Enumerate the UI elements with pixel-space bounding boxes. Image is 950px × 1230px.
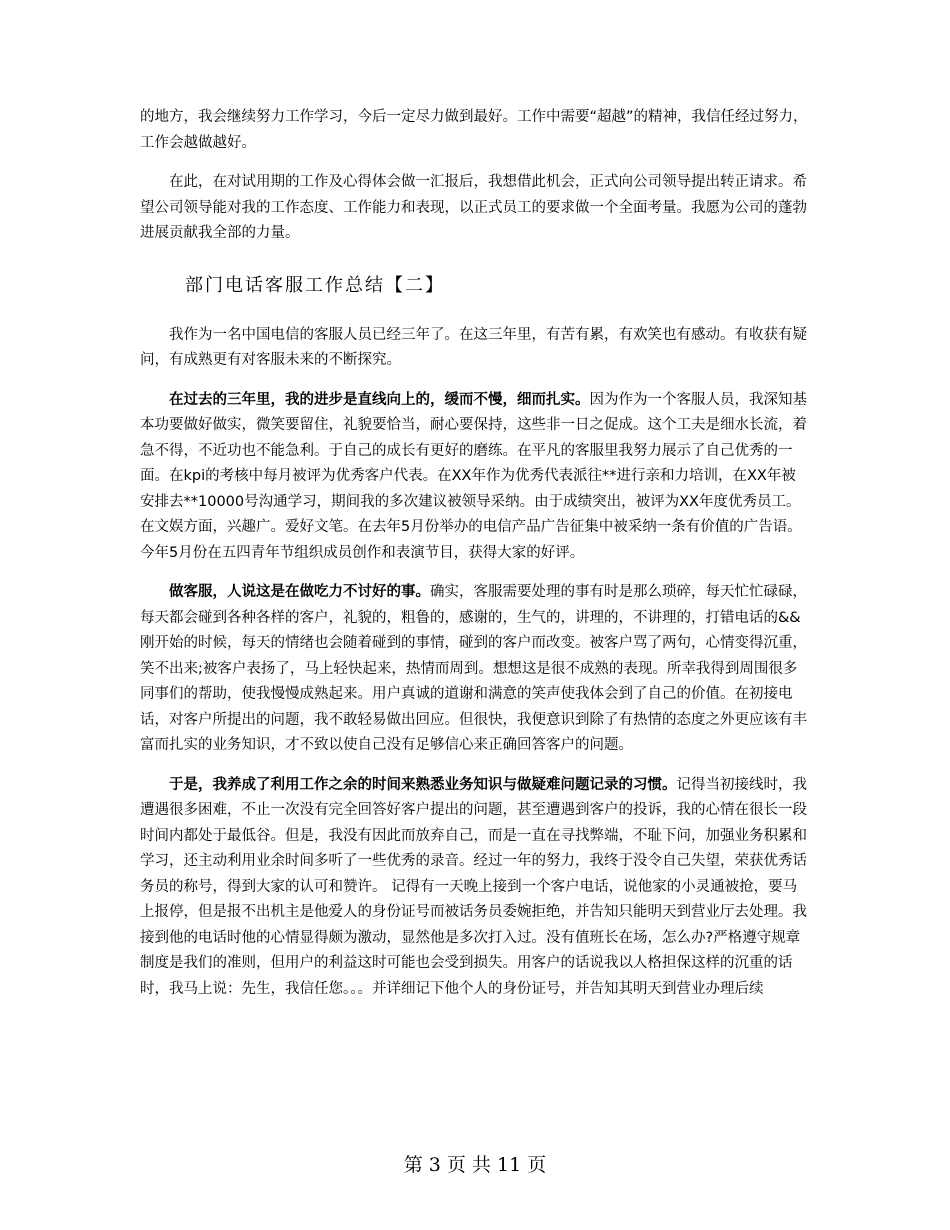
paragraph-3-lead: 做客服，人说这是在做吃力不讨好的事。 bbox=[169, 584, 430, 600]
section-title: 部门电话客服工作总结【二】 bbox=[185, 274, 445, 296]
document-body bbox=[140, 105, 810, 1002]
paragraph-1-text: 我作为一名中国电信的客服人员已经三年了。在这三年里，有苦有累，有欢笑也有感动。有收获有疑问，有成熟更有对客服未来的不断探究。 bbox=[140, 326, 807, 368]
intro-paragraph-1: 的地方，我会继续努力工作学习，今后一定尽力做到最好。工作中需要“超越”的精神，我信任经过努力，工作会越做越好。 bbox=[140, 109, 808, 151]
paragraph-4-lead: 于是，我养成了利用工作之余的时间来熟悉业务知识与做疑难问题记录的习惯。 bbox=[169, 776, 677, 793]
paragraph-1 bbox=[140, 323, 810, 374]
intro-paragraph-2: 在此，在对试用期的工作及心得体会做一汇报后，我想借此机会，正式向公司领导提出转正请求。希望公司领导能对我的工作态度、工作能力和表现，以正式员工的要求做一个全面考量。我愿为公司的蓬勃进展贡献我全部的力量。 bbox=[140, 174, 807, 241]
paragraph-2-lead: 在过去的三年里，我的进步是直线向上的，缓而不慢，细而扎实。 bbox=[169, 391, 590, 408]
paragraph-3 bbox=[140, 580, 810, 759]
paragraph-2-text: 因为作为一个客服人员，我深知基本功要做好做实，微笑要留住，礼貌要恰当，耐心要保持，这些非一日之促成。这个工夫是细水长流，着急不得，不近功也不能急利。于自己的成长有更好的磨练。在平凡的客服里我努力展示了自己优秀的一面。在kpi的考核中每月被评为优秀客户代表。在XX年作为优秀代表派往**进行亲和力培训，在XX年被安排去**10000号沟通学习，期间我的多次建议被领导采纳。由于成绩突出，被评为XX年度优秀员工。在文娱方面，兴趣广。爱好文笔。在去年5月份举办的电信产品广告征集中被采纳一条有价值的广告语。今年5月份在五四青年节组织成员创作和表演节目，获得大家的好评。 bbox=[140, 391, 807, 561]
paragraph-3-text: 确实，客服需要处理的事有时是那么琐碎，每天忙忙碌碌，每天都会碰到各种各样的客户，礼貌的，粗鲁的，感谢的，生气的，讲理的，不讲理的，打错电话的&&刚开始的时候，每天的情绪也会随着碰到的事情，碰到的客户而改变。被客户骂了两句，心情变得沉重，笑不出来;被客户表扬了，马上轻快起来，热情而周到。想想这是很不成熟的表现。所幸我得到周围很多同事们的帮助，使我慢慢成熟起来。用户真诚的道谢和满意的笑声使我体会到了自己的价值。在初接电话，对客户所提出的问题，我不敢轻易做出回应。但很快，我便意识到除了有热情的态度之外更应该有丰富而扎实的业务知识，才不致以使自己没有足够信心来正确回答客户的问题。 bbox=[140, 584, 807, 753]
paragraph-2 bbox=[140, 388, 810, 567]
paragraph-4-text: 记得当初接线时，我遭遇很多困难，不止一次没有完全回答好客户提出的问题，甚至遭遇到客户的投诉，我的心情在很长一段时间内都处于最低谷。但是，我没有因此而放弃自己，而是一直在寻找弊端，不耻下问，加强业务积累和学习，还主动利用业余时间多听了一些优秀的录音。经过一年的努力，我终于没令自己失望，荣获优秀话务员的称号，得到大家的认可和赞许。 记得有一天晚上接到一个客户电话，说他家的小灵通被抢，要马上报停，但是报不出机主是他爱人的身份证号而被话务员委婉拒绝，并告知只能明天到营业厅去处理。我接到他的电话时他的心情显得颇为激动，显然他是多次打入过。没有值班长在场，怎么办?严格遵守规章制度是我们的准则，但用户的利益这时可能也会受到损失。用客户的话说我以人格担保这样的沉重的话时，我马上说：先生，我信任您。。。并详细记下他个人的身份证号，并告知其明天到营业办理后续 bbox=[140, 776, 807, 997]
paragraph-4 bbox=[140, 773, 810, 1003]
page-footer: 第 3 页 共 11 页 bbox=[403, 1154, 547, 1176]
